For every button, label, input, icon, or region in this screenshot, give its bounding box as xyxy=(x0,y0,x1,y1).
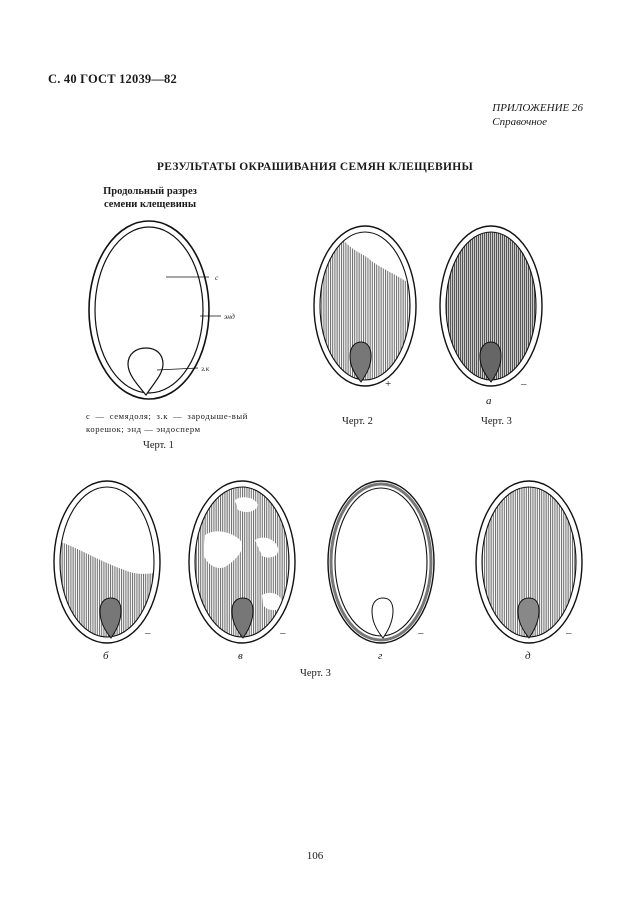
figure3a-letter: а xyxy=(486,395,492,407)
figure3g-seed xyxy=(328,481,434,643)
appendix-subtitle: Справочное xyxy=(492,116,548,128)
figure1-subtitle-line2: семени клещевины xyxy=(103,199,197,210)
figure3a-sign: – xyxy=(521,378,527,390)
label-end: энд xyxy=(224,312,235,321)
label-zk: з.к xyxy=(201,364,210,373)
figure3a-caption: Черт. 3 xyxy=(481,416,512,427)
figure3b-letter: б xyxy=(103,650,109,662)
page-header: С. 40 ГОСТ 12039—82 xyxy=(48,72,177,86)
figure1-seed xyxy=(89,221,235,399)
figure1-legend: с — семядоля; з.к — зародыше-вый корешок; энд — эндосперм xyxy=(86,411,248,434)
figure3d-letter: д xyxy=(525,650,531,662)
page-number: 106 xyxy=(306,850,324,862)
figure3b-seed xyxy=(54,481,160,643)
figure3d-seed xyxy=(476,480,583,645)
figure2-seed xyxy=(314,226,416,390)
figure1-caption: Черт. 1 xyxy=(143,440,174,451)
figure3v-letter: в xyxy=(238,650,243,662)
figure3v-sign: – xyxy=(280,627,286,639)
figure1-subtitle-line1: Продольный разрез xyxy=(103,186,197,197)
label-c: с xyxy=(215,273,219,282)
figure3g-sign: – xyxy=(418,627,424,639)
figure3b-sign: – xyxy=(145,627,151,639)
figure2-caption: Черт. 2 xyxy=(342,416,373,427)
figure3d-sign: – xyxy=(566,627,572,639)
figure3-bottom-caption: Черт. 3 xyxy=(300,668,331,679)
figure3a-seed xyxy=(440,226,542,390)
figure3v-seed xyxy=(189,480,295,645)
figure2-sign: + xyxy=(385,378,392,390)
main-title: РЕЗУЛЬТАТЫ ОКРАШИВАНИЯ СЕМЯН КЛЕЩЕВИНЫ xyxy=(156,161,474,173)
appendix-title: ПРИЛОЖЕНИЕ 26 xyxy=(492,102,583,114)
figure3g-letter: г xyxy=(378,650,383,662)
